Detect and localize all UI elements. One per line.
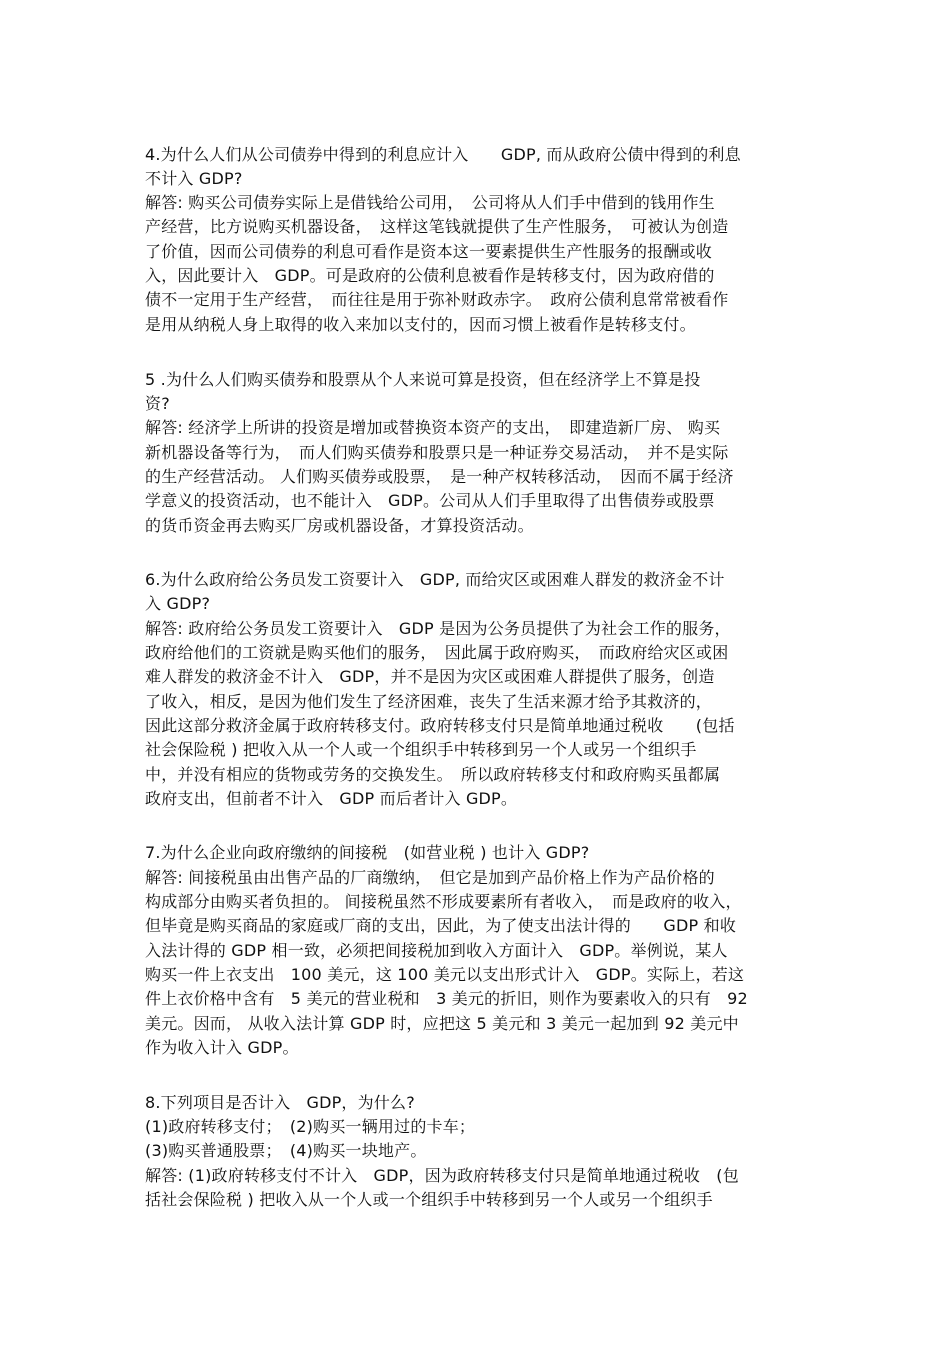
q6-answer-line: 因此这部分救济金属于政府转移支付。政府转移支付只是简单地通过税收 (包括 — [145, 716, 735, 735]
q4-answer-line: 产经营，比方说购买机器设备， 这样这笔钱就提供了生产性服务， 可被认为创造 — [145, 217, 729, 236]
q5-answer-line: 解答: 经济学上所讲的投资是增加或替换资本资产的支出， 即建造新厂房、 购买 — [145, 418, 721, 437]
q6-answer-line: 政府给他们的工资就是购买他们的服务， 因此属于政府购买， 而政府给灾区或困 — [145, 643, 729, 662]
q5-answer-line: 的生产经营活动。 人们购买债券或股票， 是一种产权转移活动， 因而不属于经济 — [145, 467, 734, 486]
q8-items-line-1: (1)政府转移支付； (2)购买一辆用过的卡车； — [145, 1117, 476, 1136]
q5-title-line-1: 5 .为什么人们购买债券和股票从个人来说可算是投资，但在经济学上不算是投 — [145, 370, 701, 389]
q4-title-line-2: 不计入 GDP? — [145, 169, 243, 188]
q5-answer-line: 学意义的投资活动，也不能计入 GDP。公司从人们手里取得了出售债券或股票 — [145, 491, 715, 510]
q6-answer-line: 中，并没有相应的货物或劳务的交换发生。 所以政府转移支付和政府购买虽都属 — [145, 765, 721, 784]
q7-answer-line: 购买一件上衣支出 100 美元，这 100 美元以支出形式计入 GDP。实际上，若这 — [145, 965, 745, 984]
q5-title-line-2: 资? — [145, 394, 170, 413]
q4-title-line-1: 4.为什么人们从公司债券中得到的利息应计入 GDP, 而从政府公债中得到的利息 — [145, 145, 741, 164]
q8-items-line-2: (3)购买普通股票； (4)购买一块地产。 — [145, 1141, 427, 1160]
q6-answer-line: 难人群发的救济金不计入 GDP，并不是因为灾区或困难人群提供了服务，创造 — [145, 667, 715, 686]
q7-answer-line: 解答: 间接税虽由出售产品的厂商缴纳， 但它是加到产品价格上作为产品价格的 — [145, 868, 715, 887]
q7-answer-line: 件上衣价格中含有 5 美元的营业税和 3 美元的折旧，则作为要素收入的只有 92 — [145, 989, 748, 1008]
q4-answer-line: 债不一定用于生产经营， 而往往是用于弥补财政赤字。 政府公债利息常常被看作 — [145, 290, 729, 309]
q6-answer-line: 政府支出，但前者不计入 GDP 而后者计入 GDP。 — [145, 789, 518, 808]
q7-answer-line: 美元。因而， 从收入法计算 GDP 时，应把这 5 美元和 3 美元一起加到 92 美元中 — [145, 1014, 739, 1033]
q6-answer-line: 社会保险税 ) 把收入从一个人或一个组织手中转移到另一个人或另一个组织手 — [145, 740, 697, 759]
q5-answer-line: 的货币资金再去购买厂房或机器设备，才算投资活动。 — [145, 516, 534, 535]
q8-answer-line: 解答: (1)政府转移支付不计入 GDP，因为政府转移支付只是简单地通过税收 (包 — [145, 1166, 739, 1185]
q4-answer-line: 解答: 购买公司债券实际上是借钱给公司用， 公司将从人们手中借到的钱用作生 — [145, 193, 715, 212]
q6-title-line-2: 入 GDP? — [145, 594, 211, 613]
q8-title-line: 8.下列项目是否计入 GDP，为什么? — [145, 1093, 415, 1112]
q6-title-line-1: 6.为什么政府给公务员发工资要计入 GDP, 而给灾区或困难人群发的救济金不计 — [145, 570, 725, 589]
q4-answer-line: 是用从纳税人身上取得的收入来加以支付的，因而习惯上被看作是转移支付。 — [145, 315, 696, 334]
q7-answer-line: 构成部分由购买者负担的。 间接税虽然不形成要素所有者收入， 而是政府的收入， — [145, 892, 742, 911]
q7-title-line: 7.为什么企业向政府缴纳的间接税 (如营业税 ) 也计入 GDP? — [145, 843, 590, 862]
q6-answer-line: 解答: 政府给公务员发工资要计入 GDP 是因为公务员提供了为社会工作的服务， — [145, 619, 731, 638]
q7-answer-line: 入法计得的 GDP 相一致，必须把间接税加到收入方面计入 GDP。举例说，某人 — [145, 941, 728, 960]
q7-answer-line: 但毕竟是购买商品的家庭或厂商的支出，因此，为了使支出法计得的 GDP 和收 — [145, 916, 737, 935]
q4-answer-line: 了价值，因而公司债券的利息可看作是资本这一要素提供生产性服务的报酬或收 — [145, 242, 713, 261]
q6-answer-line: 了收入，相反，是因为他们发生了经济困难，丧失了生活来源才给予其救济的， — [145, 692, 713, 711]
q5-answer-line: 新机器设备等行为， 而人们购买债券和股票只是一种证券交易活动， 并不是实际 — [145, 443, 729, 462]
q8-answer-line: 括社会保险税 ) 把收入从一个人或一个组织手中转移到另一个人或另一个组织手 — [145, 1190, 713, 1209]
q7-answer-line: 作为收入计入 GDP。 — [145, 1038, 299, 1057]
q4-answer-line: 入，因此要计入 GDP。可是政府的公债利息被看作是转移支付，因为政府借的 — [145, 266, 715, 285]
